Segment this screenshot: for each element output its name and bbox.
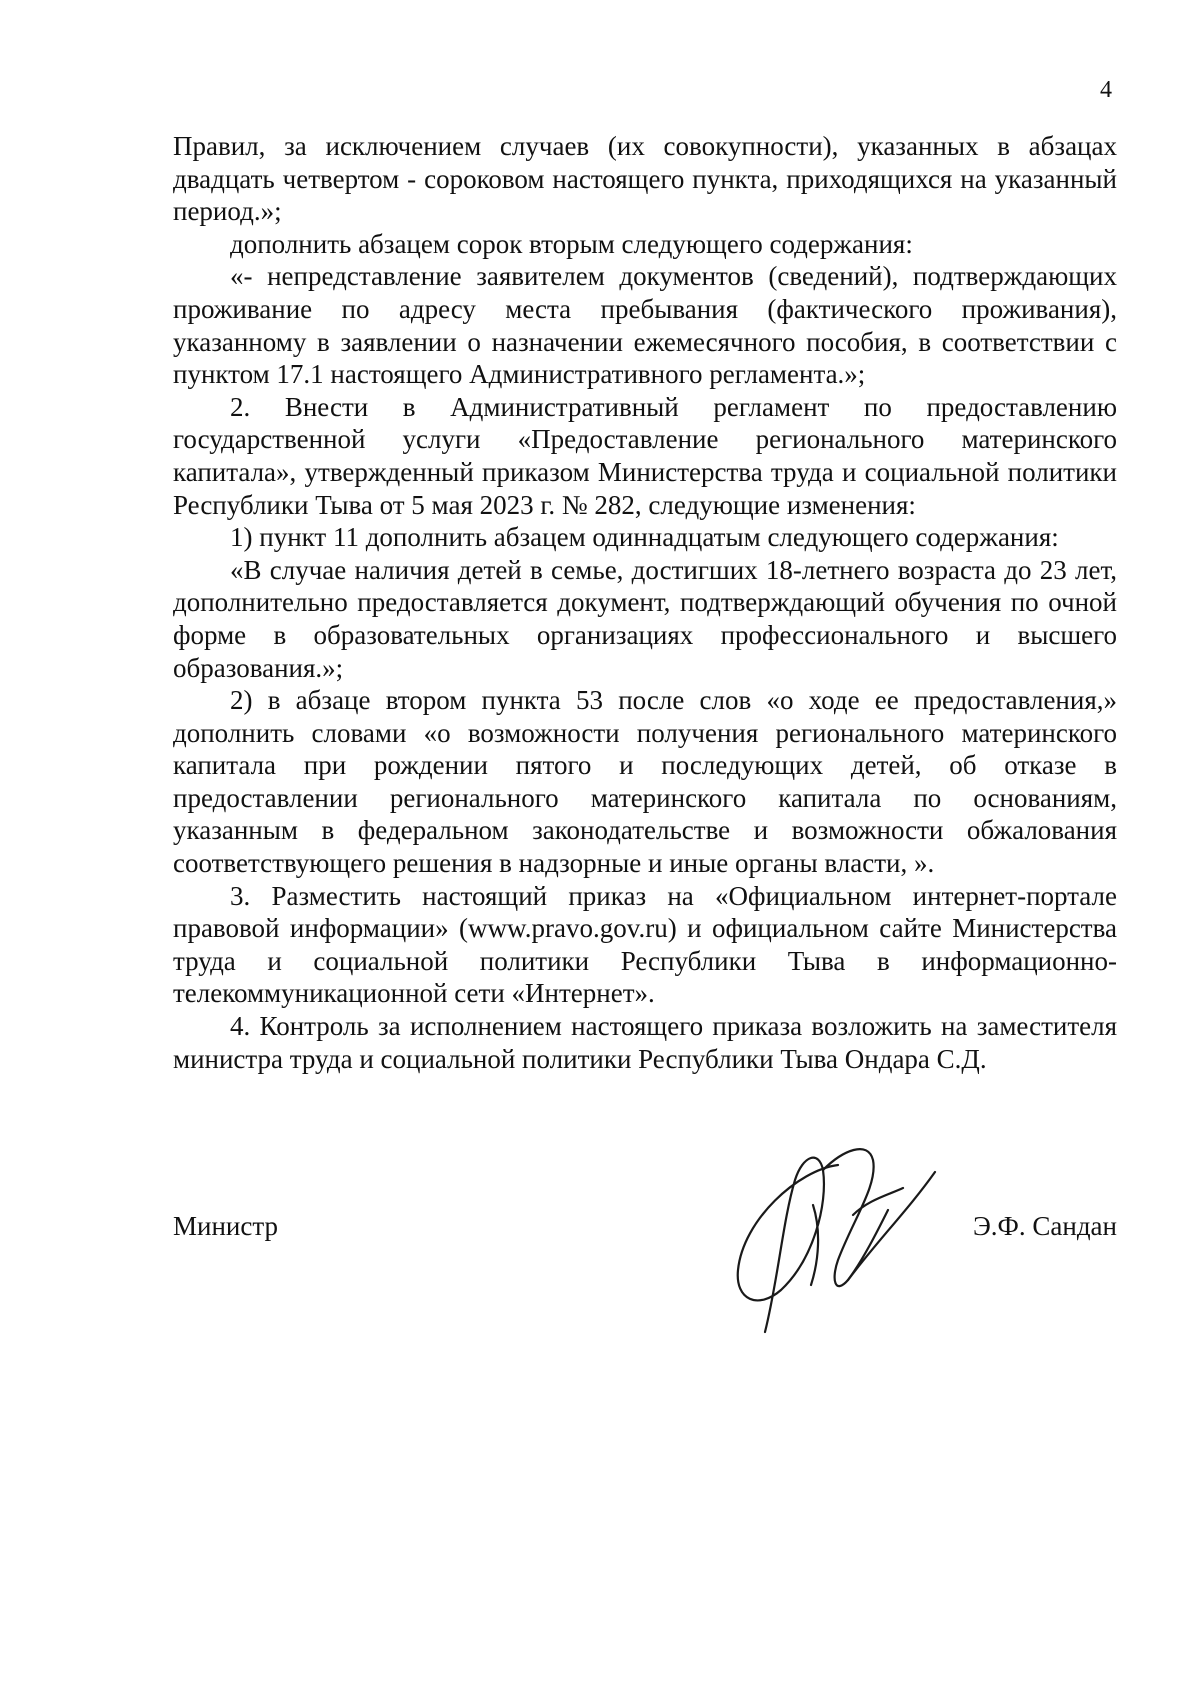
page-number: 4 (1100, 77, 1112, 103)
signature-block (173, 1120, 1117, 1300)
paragraph-subitem-2: 2) в абзаце втором пункта 53 после слов «о ходе ее предоставления,» дополнить словами «о возможности получения регионального материнского капитала при рождении пятого и последующих детей, об отказе в предоставлении регионального материнского капитала по основаниям, указанным в федеральном законодательстве и возможности обжалования соответствующего решения в надзорные и иные органы власти, ». (173, 685, 1117, 879)
document-body (173, 130, 1117, 1075)
paragraph-amendment-text: «- непредставление заявителем документов (сведений), подтверждающих проживание по адресу места пребывания (фактического проживания), указанному в заявлении о назначении ежемесячного пособия, в соответствии с пунктом 17.1 настоящего Административного регламента.»; (173, 261, 1117, 390)
signer-position: Министр (173, 1211, 278, 1241)
paragraph-item-2: 2. Внести в Административный регламент по предоставлению государственной услуги «Предоставление регионального материнского капитала», утвержденный приказом Министерства труда и социальной политики Республики Тыва от 5 мая 2023 г. № 282, следующие изменения: (173, 391, 1117, 520)
handwritten-signature (703, 1110, 943, 1340)
paragraph-amendment-intro: дополнить абзацем сорок вторым следующего содержания: (230, 228, 913, 259)
paragraph-subitem-1: 1) пункт 11 дополнить абзацем одиннадцатым следующего содержания: (230, 522, 1059, 553)
paragraph-subitem-1-text: «В случае наличия детей в семье, достигших 18-летнего возраста до 23 лет, дополнительно предоставляется документ, подтверждающий обучения по очной форме в образовательных организациях профессионального и высшего образования.»; (173, 554, 1117, 683)
signer-name: Э.Ф. Сандан (972, 1211, 1117, 1241)
paragraph-item-3: 3. Разместить настоящий приказ на «Официальном интернет-портале правовой информации» (www.pravo.gov.ru) и официальном сайте Министерства труда и социальной политики Республики Тыва в информационно-телекоммуникационной сети «Интернет». (173, 880, 1117, 1009)
paragraph-continuation: Правил, за исключением случаев (их совокупности), указанных в абзацах двадцать четвертом - сороковом настоящего пункта, приходящихся на указанный период.»; (173, 131, 1117, 227)
paragraph-item-4: 4. Контроль за исполнением настоящего приказа возложить на заместителя министра труда и социальной политики Республики Тыва Ондара С.Д. (173, 1011, 1117, 1074)
